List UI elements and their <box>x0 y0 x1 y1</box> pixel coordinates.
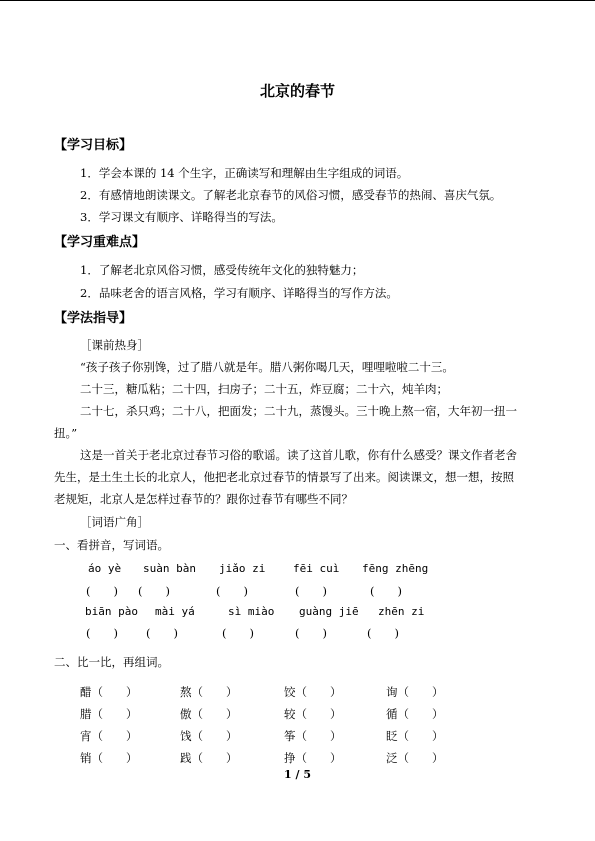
compare-item[interactable]: 循（ ） <box>386 707 444 721</box>
compare-item[interactable]: 傲（ ） <box>180 707 238 721</box>
compare-item[interactable]: 腊（ ） <box>80 707 138 721</box>
compare-item[interactable]: 泛（ ） <box>386 751 444 765</box>
goal-item-3: 3．学习课文有顺序、详略得当的写法。 <box>80 210 283 224</box>
answer-blank[interactable]: ( ) <box>146 626 178 640</box>
pinyin-item: fēi cuì <box>293 562 340 575</box>
compare-item[interactable]: 挣（ ） <box>284 751 342 765</box>
compare-item[interactable]: 较（ ） <box>284 707 342 721</box>
compare-item[interactable]: 饯（ ） <box>180 729 238 743</box>
pinyin-item: biān pào <box>85 605 138 618</box>
words-label: ［词语广角］ <box>80 515 149 529</box>
compare-item[interactable]: 践（ ） <box>180 751 238 765</box>
answer-blank[interactable]: ( ) <box>216 584 248 598</box>
compare-item[interactable]: 筝（ ） <box>284 729 342 743</box>
rhyme-line-2: 二十三，糖瓜粘；二十四，扫房子；二十五，炸豆腐；二十六，炖羊肉； <box>80 382 448 396</box>
header-rule <box>0 0 595 1</box>
key-point-item-1: 1．了解老北京风俗习惯，感受传统年文化的独特魅力； <box>80 263 364 277</box>
intro-line-3: 老规矩，北京人是怎样过春节的？跟你过春节有哪些不同？ <box>54 492 353 506</box>
goal-item-1: 1．学会本课的 14 个生字，正确读写和理解由生字组成的词语。 <box>80 166 409 180</box>
pinyin-item: zhēn zi <box>378 605 425 618</box>
pinyin-item: suàn bàn <box>143 562 196 575</box>
answer-blank[interactable]: ( ) <box>222 626 254 640</box>
compare-item[interactable]: 饺（ ） <box>284 685 342 699</box>
intro-line-1: 这是一首关于老北京过春节习俗的歌谣。读了这首儿歌，你有什么感受？课文作者老舍 <box>80 448 517 462</box>
pinyin-item: sì miào <box>228 605 275 618</box>
answer-blank[interactable]: ( ) <box>295 584 327 598</box>
compare-item[interactable]: 醋（ ） <box>80 685 138 699</box>
question-1-label: 一、看拼音，写词语。 <box>54 538 169 552</box>
pinyin-item: fēng zhēng <box>362 562 429 575</box>
compare-item[interactable]: 销（ ） <box>80 751 138 765</box>
rhyme-line-1: “孩子孩子你别馋，过了腊八就是年。腊八粥你喝几天，哩哩啦啦二十三。 <box>80 360 454 374</box>
pinyin-item: jiǎo zi <box>219 562 266 575</box>
pinyin-item: guàng jiē <box>299 605 359 618</box>
answer-blank[interactable]: ( ) <box>295 626 327 640</box>
page-title: 北京的春节 <box>259 82 335 100</box>
answer-blank[interactable]: ( ) <box>370 584 402 598</box>
key-point-item-2: 2．品味老舍的语言风格，学习有顺序、详略得当的写作方法。 <box>80 286 398 300</box>
rhyme-line-3: 二十七，杀只鸡；二十八，把面发；二十九，蒸馒头。三十晚上熬一宿，大年初一扭一 <box>80 404 517 418</box>
pinyin-item: mài yá <box>155 605 195 618</box>
compare-item[interactable]: 宵（ ） <box>80 729 138 743</box>
section-heading-method: 【学法指导】 <box>54 311 133 326</box>
answer-blank[interactable]: ( ) <box>138 584 170 598</box>
rhyme-line-4: 扭。” <box>54 426 78 440</box>
answer-blank[interactable]: ( ) <box>86 626 118 640</box>
question-2-label: 二、比一比，再组词。 <box>54 655 169 669</box>
page-number: 1 / 5 <box>284 768 311 781</box>
answer-blank[interactable]: ( ) <box>86 584 118 598</box>
answer-blank[interactable]: ( ) <box>367 626 399 640</box>
section-heading-goals: 【学习目标】 <box>54 138 133 153</box>
compare-item[interactable]: 熬（ ） <box>180 685 238 699</box>
warmup-label: ［课前热身］ <box>80 338 149 352</box>
compare-item[interactable]: 询（ ） <box>386 685 444 699</box>
goal-item-2: 2．有感情地朗读课文。了解老北京春节的风俗习惯，感受春节的热闹、喜庆气氛。 <box>80 188 502 202</box>
section-heading-key-points: 【学习重难点】 <box>54 235 146 250</box>
intro-line-2: 先生，是土生土长的北京人，他把老北京过春节的情景写了出来。阅读课文，想一想，按照 <box>54 470 514 484</box>
compare-item[interactable]: 眨（ ） <box>386 729 444 743</box>
pinyin-item: áo yè <box>88 562 122 575</box>
